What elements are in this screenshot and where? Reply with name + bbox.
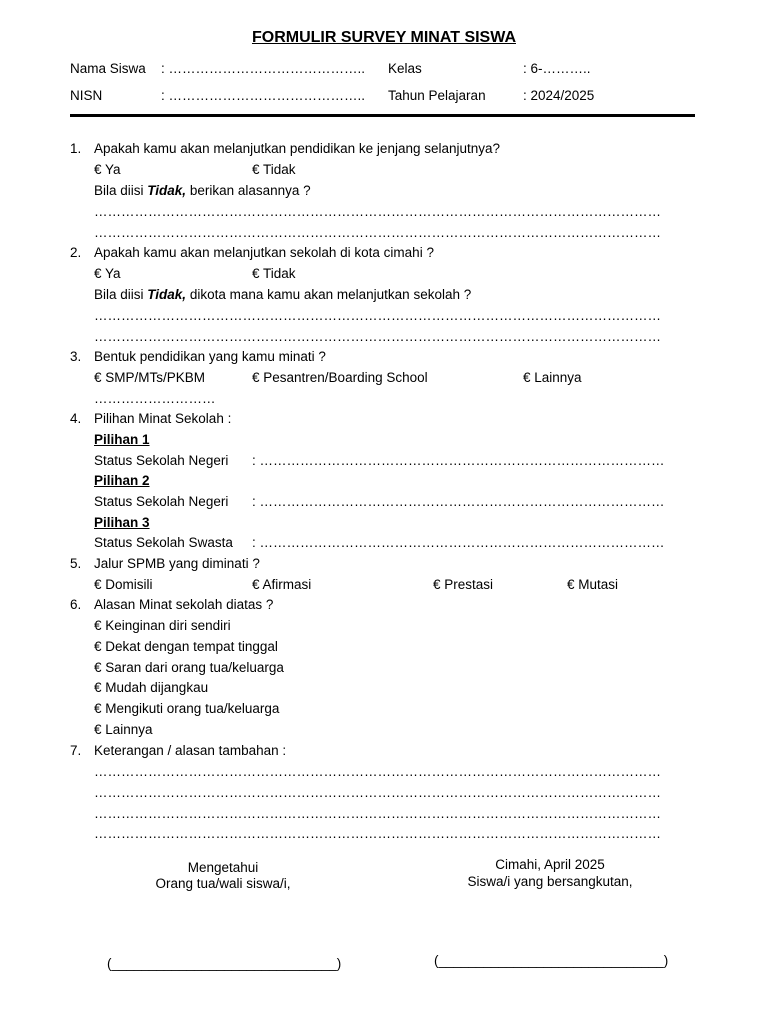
q6-option-keinginan[interactable]: € Keinginan diri sendiri <box>94 618 231 633</box>
q4-text: Pilihan Minat Sekolah : <box>94 411 232 426</box>
q3-lainnya-field[interactable]: ……………………… <box>94 391 216 406</box>
q6-option-saran[interactable]: € Saran dari orang tua/keluarga <box>94 660 284 675</box>
q5-option-prestasi[interactable]: € Prestasi <box>433 577 494 592</box>
q5-option-afirmasi[interactable]: € Afirmasi <box>252 577 312 592</box>
q1-answer-line-2[interactable]: ……………………………………………………………………………………………………………… <box>94 225 661 240</box>
q3-option-smp[interactable]: € SMP/MTs/PKBM <box>94 370 206 385</box>
pilihan-2-field[interactable]: : ……………………………………………………………………………… <box>252 494 665 509</box>
sign-right-blank[interactable]: (______________________________) <box>434 953 669 968</box>
pilihan-2-label: Pilihan 2 <box>94 473 150 488</box>
q1-text: Apakah kamu akan melanjutkan pendidikan ke jenjang selanjutnya? <box>94 141 501 156</box>
q6-option-dekat[interactable]: € Dekat dengan tempat tinggal <box>94 639 278 654</box>
q1-followup-bold: Tidak, <box>147 183 187 198</box>
q2-followup-bold: Tidak, <box>147 287 187 302</box>
form-title: FORMULIR SURVEY MINAT SISWA <box>251 29 516 46</box>
q5-text: Jalur SPMB yang diminati ? <box>94 556 260 571</box>
q1-answer-line-1[interactable]: ……………………………………………………………………………………………………………… <box>94 204 661 219</box>
q2-answer-line-1[interactable]: ……………………………………………………………………………………………………………… <box>94 308 661 323</box>
q7-answer-line-2[interactable]: ……………………………………………………………………………………………………………… <box>94 785 661 800</box>
pilihan-3-label: Pilihan 3 <box>94 515 150 530</box>
nama-siswa-field[interactable]: : …………………………………….. <box>161 61 366 76</box>
nama-siswa-label: Nama Siswa <box>70 61 146 76</box>
q3-text: Bentuk pendidikan yang kamu minati ? <box>94 349 326 364</box>
pilihan-3-field[interactable]: : ……………………………………………………………………………… <box>252 535 665 550</box>
q2-followup-post: dikota mana kamu akan melanjutkan sekolah ? <box>186 287 472 302</box>
q2-number: 2. <box>70 245 82 260</box>
q2-answer-line-2[interactable]: ……………………………………………………………………………………………………………… <box>94 329 661 344</box>
kelas-label: Kelas <box>388 61 422 76</box>
q5-option-mutasi[interactable]: € Mutasi <box>567 577 619 592</box>
q2-followup-pre: Bila diisi <box>94 287 148 302</box>
pilihan-1-status: Status Sekolah Negeri <box>94 453 229 468</box>
q3-option-lainnya[interactable]: € Lainnya <box>523 370 582 385</box>
kelas-field[interactable]: : 6-……….. <box>523 61 591 76</box>
sign-left-line2: Orang tua/wali siswa/i, <box>155 876 291 891</box>
q3-number: 3. <box>70 349 82 364</box>
q2-followup <box>94 287 471 303</box>
q7-answer-line-1[interactable]: ……………………………………………………………………………………………………………… <box>94 764 661 779</box>
q6-option-lainnya[interactable]: € Lainnya <box>94 722 153 737</box>
nisn-field[interactable]: : …………………………………….. <box>161 88 366 103</box>
pilihan-3-status: Status Sekolah Swasta <box>94 535 233 550</box>
sign-left-blank[interactable]: (______________________________) <box>107 956 342 971</box>
q6-option-mengikuti[interactable]: € Mengikuti orang tua/keluarga <box>94 701 280 716</box>
sign-left-line1: Mengetahui <box>187 860 259 875</box>
q2-option-tidak[interactable]: € Tidak <box>252 266 296 281</box>
q1-followup <box>94 183 311 199</box>
pilihan-1-label: Pilihan 1 <box>94 432 150 447</box>
tahun-pelajaran-value: : 2024/2025 <box>523 88 595 103</box>
q1-option-tidak[interactable]: € Tidak <box>252 162 296 177</box>
q4-number: 4. <box>70 411 82 426</box>
q5-number: 5. <box>70 556 82 571</box>
q1-followup-pre: Bila diisi <box>94 183 148 198</box>
q7-text: Keterangan / alasan tambahan : <box>94 743 287 758</box>
q6-text: Alasan Minat sekolah diatas ? <box>94 597 274 612</box>
pilihan-2-status: Status Sekolah Negeri <box>94 494 229 509</box>
q6-option-mudah[interactable]: € Mudah dijangkau <box>94 680 209 695</box>
q1-followup-post: berikan alasannya ? <box>186 183 311 198</box>
q5-option-domisili[interactable]: € Domisili <box>94 577 153 592</box>
q7-answer-line-3[interactable]: ……………………………………………………………………………………………………………… <box>94 806 661 821</box>
q6-number: 6. <box>70 597 82 612</box>
tahun-pelajaran-label: Tahun Pelajaran <box>388 88 486 103</box>
sign-right-line1: Cimahi, April 2025 <box>495 857 605 872</box>
q2-option-ya[interactable]: € Ya <box>94 266 121 281</box>
q1-number: 1. <box>70 141 82 156</box>
nisn-label: NISN <box>70 88 103 103</box>
q2-text: Apakah kamu akan melanjutkan sekolah di kota cimahi ? <box>94 245 434 260</box>
header-divider <box>70 114 695 117</box>
q7-number: 7. <box>70 743 82 758</box>
q1-option-ya[interactable]: € Ya <box>94 162 121 177</box>
pilihan-1-field[interactable]: : ……………………………………………………………………………… <box>252 453 665 468</box>
q7-answer-line-4[interactable]: ……………………………………………………………………………………………………………… <box>94 826 661 841</box>
sign-right-line2: Siswa/i yang bersangkutan, <box>467 874 633 889</box>
q3-option-pesantren[interactable]: € Pesantren/Boarding School <box>252 370 428 385</box>
